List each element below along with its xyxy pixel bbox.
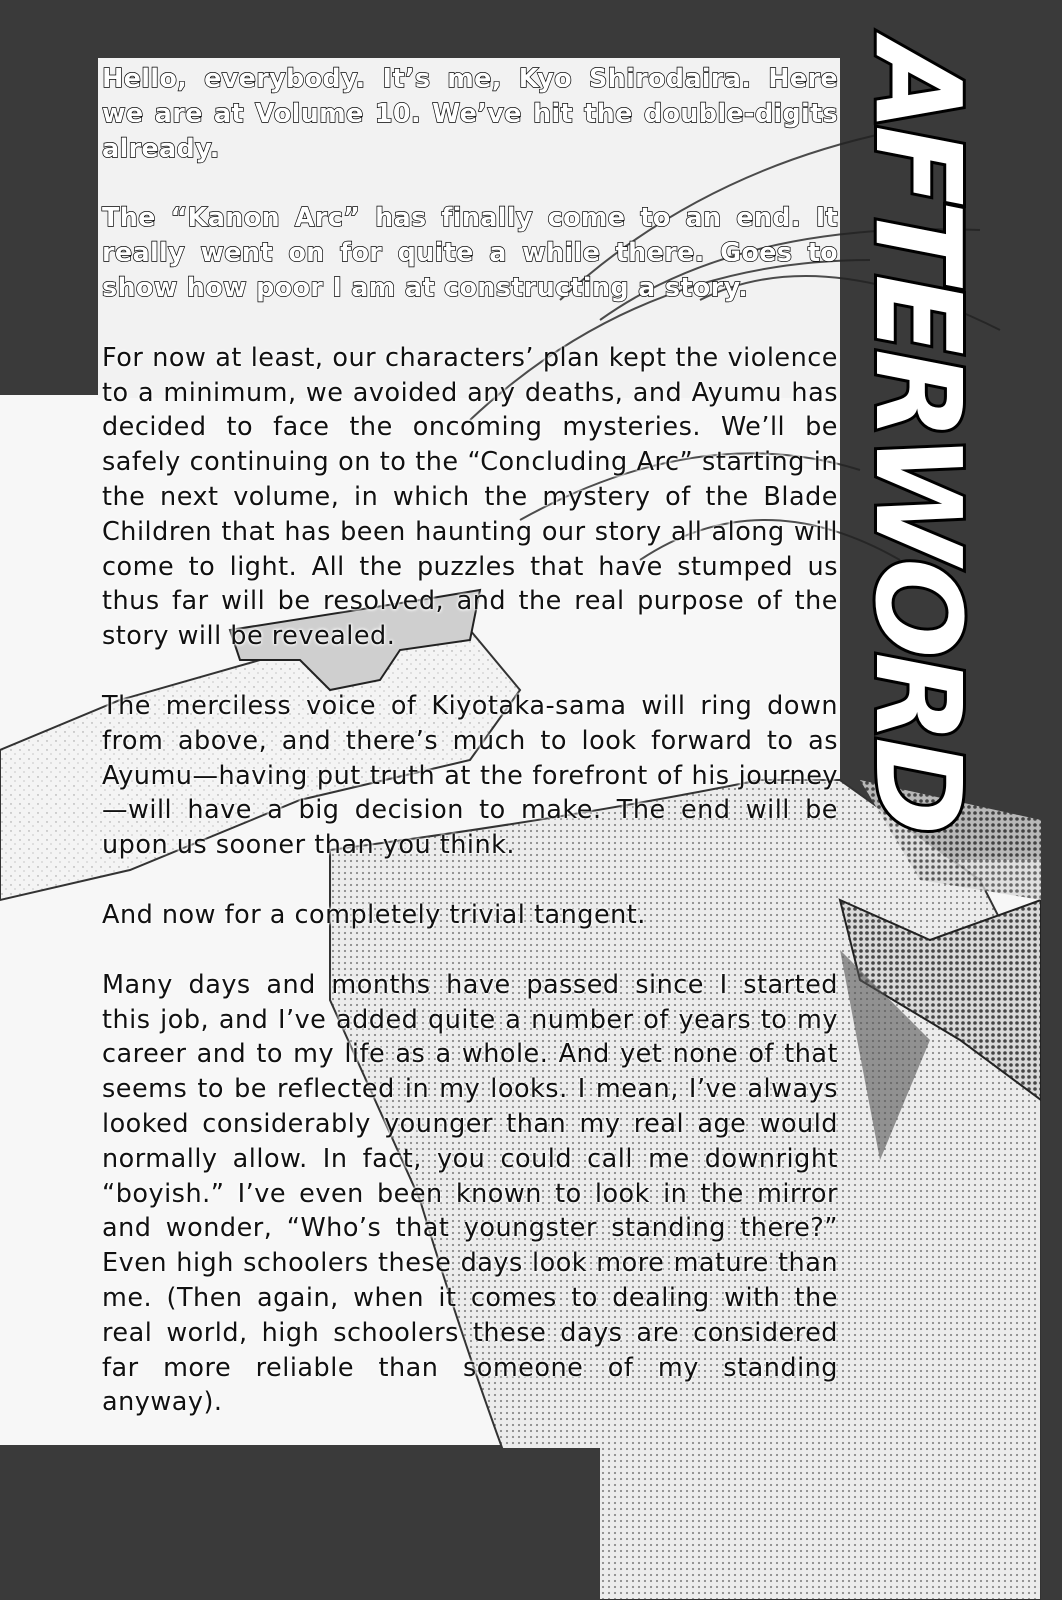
paragraph-1: Hello, everybody. It’s me, Kyo Shirodaira. Here we are at Volume 10. We’ve hit the double-digits already. xyxy=(102,64,838,164)
paragraph-5: And now for a completely trivial tangent. xyxy=(102,899,646,930)
paragraph-6: Many days and months have passed since I started this job, and I’ve added quite a number of years to my career and to my life as a whole. And yet none of that seems to be reflected in my looks. I mean, I’ve always looked considerably younger than my real age would normally allow. In fact, you could call me downright “boyish.” I’ve even been known to look in the mirror and wonder, “Who’s that youngster standing there?” Even high schoolers these days look more mature than me. (Then again, when it comes to dealing with the real world, high schoolers these days are considered far more reliable than someone of my standing anyway). xyxy=(102,969,838,1418)
page-title: AFTERWORD xyxy=(849,40,987,830)
paragraph-4: The merciless voice of Kiyotaka-sama will ring down from above, and there’s much to look forward to as Ayumu—having put truth at the forefront of his journey—will have a big decision to make. The end will be upon us sooner than you think. xyxy=(102,690,838,861)
paragraph-3: For now at least, our characters’ plan kept the violence to a minimum, we avoided any deaths, and Ayumu has decided to face the oncoming mysteries. We’ll be safely continuing on to the “Concluding Arc” starting in the next volume, in which the mystery of the Blade Children that has been haunting our story all along will come to light. All the puzzles that have stumped us thus far will be resolved, and the real purpose of the story will be revealed. xyxy=(102,342,838,652)
paragraph-2: The “Kanon Arc” has finally come to an end. It really went on for quite a while there. Goes to show how poor I am at constructing a story. xyxy=(102,203,838,303)
title-strip xyxy=(848,40,988,830)
afterword-text xyxy=(102,62,838,1420)
